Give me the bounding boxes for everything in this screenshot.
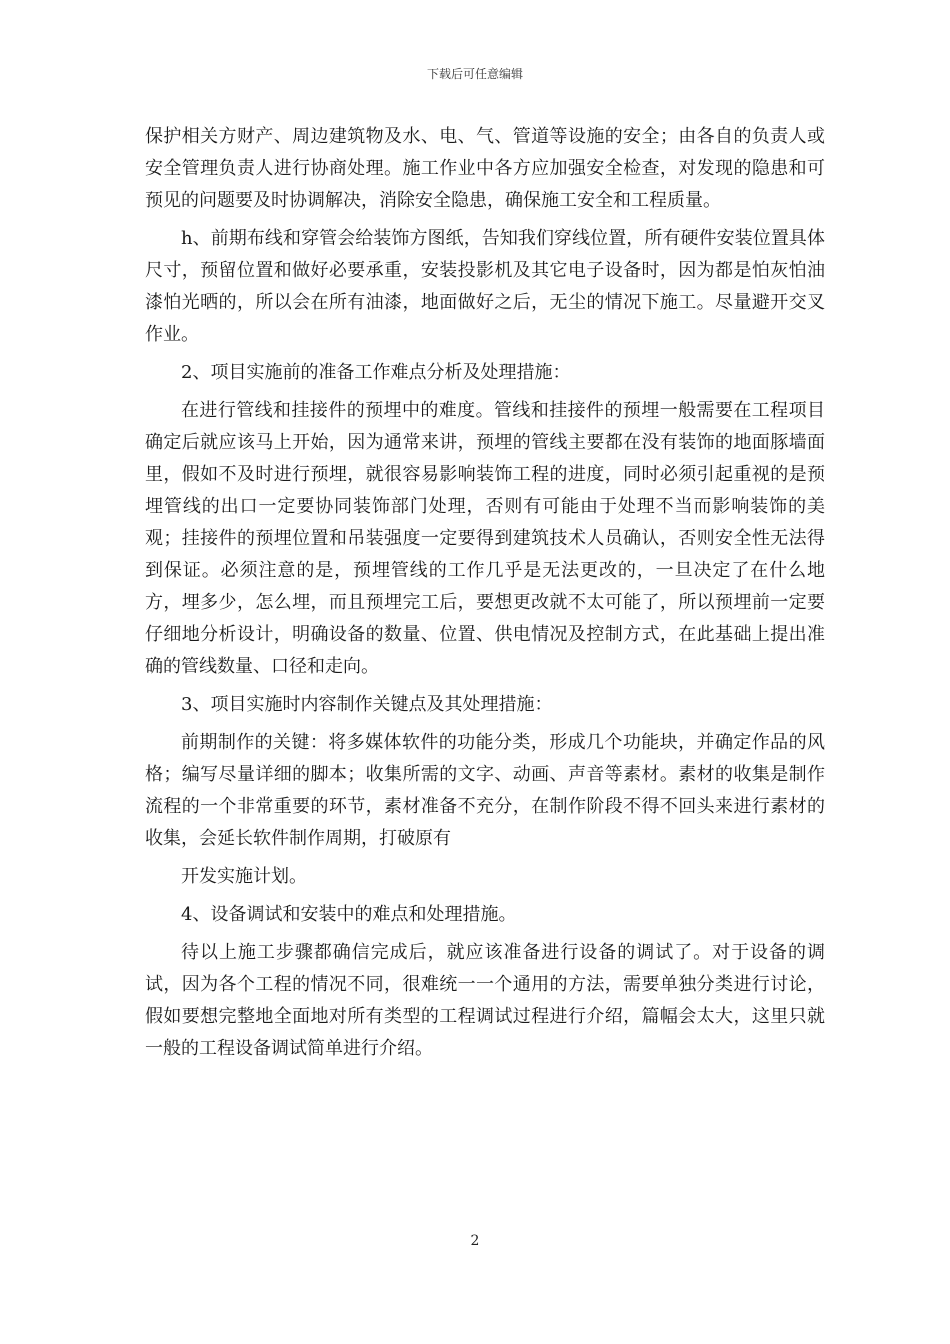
section-heading-content-production: 3、项目实施时内容制作关键点及其处理措施： — [181, 694, 553, 715]
section-heading-debugging: 4、设备调试和安装中的难点和处理措施。 — [181, 904, 517, 925]
document-body — [145, 121, 825, 1071]
paragraph-early-production: 前期制作的关键：将多媒体软件的功能分类，形成几个功能块，并确定作品的风格；编写尽量详细的脚本；收集所需的文字、动画、声音等素材。素材的收集是制作流程的一个非常重要的环节，素材准备不充分，在制作阶段不得不回头来进行素材的收集，会延长软件制作周期，打破原有 — [145, 732, 825, 849]
paragraph-equipment-debugging: 待以上施工步骤都确信完成后，就应该准备进行设备的调试了。对于设备的调试，因为各个工程的情况不同，很难统一一个通用的方法，需要单独分类进行讨论，假如要想完整地全面地对所有类型的工程调试过程进行介绍，篇幅会太大，这里只就一般的工程设备调试简单进行介绍。 — [145, 942, 825, 1059]
paragraph-preembedding-difficulty: 在进行管线和挂接件的预埋中的难度。管线和挂接件的预埋一般需要在工程项目确定后就应该马上开始，因为通常来讲，预埋的管线主要都在没有装饰的地面豚墙面里，假如不及时进行预埋，就很容易影响装饰工程的进度，同时必须引起重视的是预埋管线的出口一定要协同装饰部门处理，否则有可能由于处理不当而影响装饰的美观；挂接件的预埋位置和吊装强度一定要得到建筑技术人员确认，否则安全性无法得到保证。必须注意的是，预埋管线的工作几乎是无法更改的，一旦决定了在什么地方，埋多少，怎么埋，而且预埋完工后，要想更改就不太可能了，所以预埋前一定要仔细地分析设计，明确设备的数量、位置、供电情况及控制方式，在此基础上提出准确的管线数量、口径和走向。 — [145, 400, 825, 677]
paragraph-safety-coordination: 保护相关方财产、周边建筑物及水、电、气、管道等设施的安全；由各自的负责人或安全管理负责人进行协商处理。施工作业中各方应加强安全检查，对发现的隐患和可预见的问题要及时协调解决，消除安全隐患，确保施工安全和工程质量。 — [145, 126, 825, 211]
paragraph-development-plan: 开发实施计划。 — [181, 866, 307, 887]
page-number: 2 — [470, 1233, 480, 1249]
page-header: 下载后可任意编辑 — [426, 67, 523, 81]
section-heading-preparation: 2、项目实施前的准备工作难点分析及处理措施： — [181, 362, 571, 383]
paragraph-wiring-conduit: h、前期布线和穿管会给装饰方图纸，告知我们穿线位置，所有硬件安装位置具体尺寸，预留位置和做好必要承重，安装投影机及其它电子设备时，因为都是怕灰怕油漆怕光晒的，所以会在所有油漆，地面做好之后，无尘的情况下施工。尽量避开交叉作业。 — [145, 228, 825, 345]
